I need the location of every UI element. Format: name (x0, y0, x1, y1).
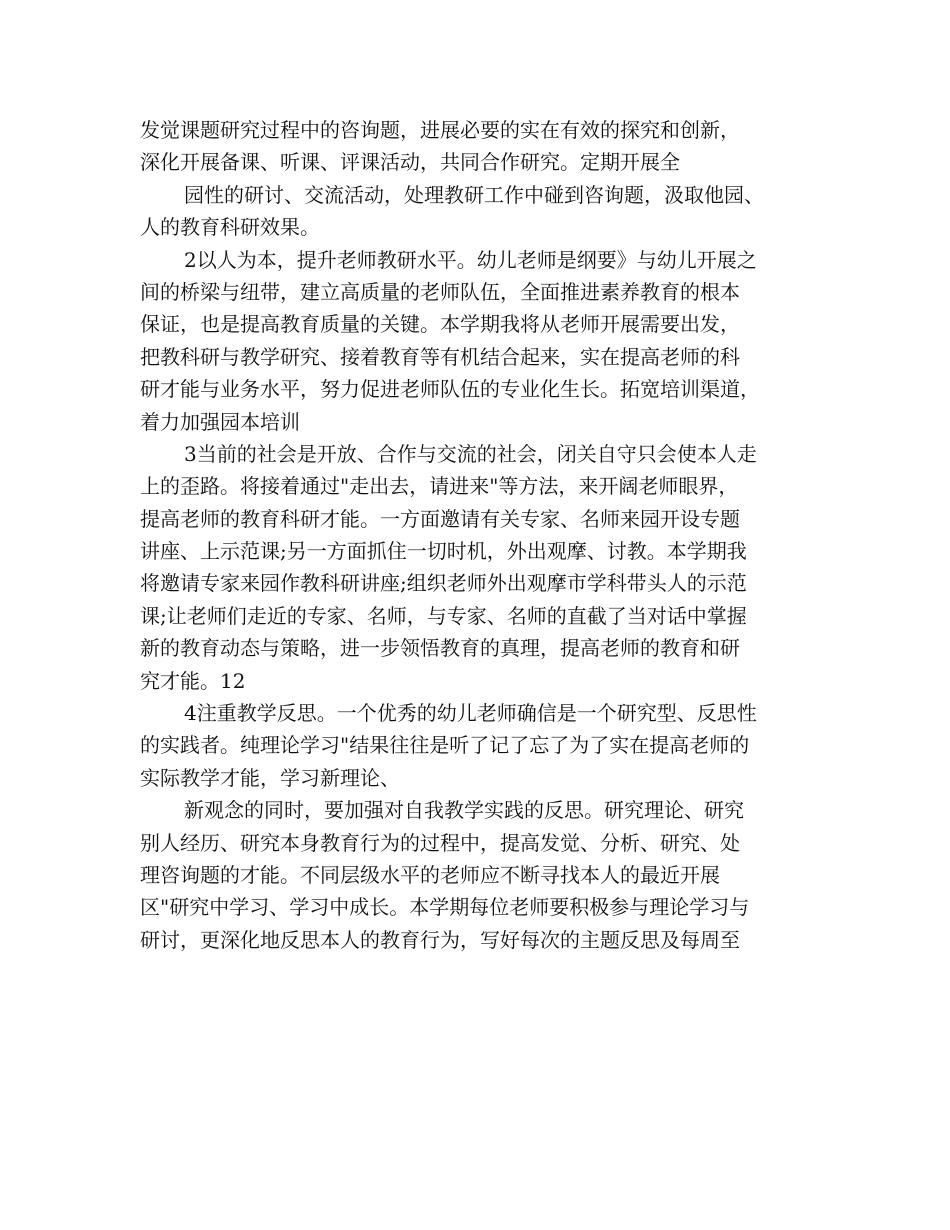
text-line: 3当前的社会是开放、合作与交流的社会，闭关自守只会使本人走 (184, 441, 757, 466)
text-line: 课;让老师们走近的专家、名师，与专家、名师的直截了当对话中掌握 (140, 603, 747, 628)
text-line: 保证，也是提高教育质量的关键。本学期我将从老师开展需要出发， (140, 312, 740, 337)
text-line: 深化开展备课、听课、评课活动，共同合作研究。定期开展全 (140, 150, 680, 175)
document-body (140, 114, 840, 956)
text-line: 2以人为本，提升老师教研水平。幼儿老师是纲要》与幼儿开展之 (184, 247, 757, 272)
text-line: 发觉课题研究过程中的咨询题，进展必要的实在有效的探究和创新， (140, 118, 740, 142)
text-line: 区"研究中学习、学习中成长。本学期每位老师要积极参与理论学习与 (140, 895, 750, 920)
text-line: 理咨询题的才能。不同层级水平的老师应不断寻找本人的最近开展 (140, 862, 720, 887)
text-line: 新的教育动态与策略，进一步领悟教育的真理，提高老师的教育和研 (140, 636, 740, 661)
text-line: 研讨，更深化地反思本人的教育行为，写好每次的主题反思及每周至 (140, 927, 740, 952)
text-line: 将邀请专家来园作教科研讲座;组织老师外出观摩市学科带头人的示范 (140, 571, 747, 596)
text-line: 究才能。12 (140, 668, 246, 693)
text-line: 的实践者。纯理论学习"结果往往是听了记了忘了为了实在提高老师的 (140, 733, 750, 758)
text-line: 间的桥梁与纽带，建立高质量的老师队伍，全面推进素养教育的根本 (140, 279, 740, 304)
text-line: 把教科研与教学研究、接着教育等有机结合起来，实在提高老师的科 (140, 344, 740, 369)
text-line: 讲座、上示范课;另一方面抓住一切时机，外出观摩、讨教。本学期我 (140, 539, 747, 564)
text-line: 研才能与业务水平，努力促进老师队伍的专业化生长。拓宽培训渠道， (140, 377, 760, 402)
text-line: 上的歪路。将接着通过"走出去，请进来"等方法，来开阔老师眼界， (140, 474, 739, 499)
text-line: 人的教育科研效果。 (140, 215, 320, 240)
text-line: 园性的研讨、交流活动，处理教研工作中碰到咨询题，汲取他园、 (184, 182, 764, 207)
text-line: 别人经历、研究本身教育行为的过程中，提高发觉、分析、研究、处 (140, 830, 740, 855)
text-line: 实际教学才能，学习新理论、 (140, 765, 400, 790)
text-line: 新观念的同时，要加强对自我教学实践的反思。研究理论、研究 (184, 798, 744, 823)
text-line: 4注重教学反思。一个优秀的幼儿老师确信是一个研究型、反思性 (184, 701, 757, 726)
text-line: 提高老师的教育科研才能。一方面邀请有关专家、名师来园开设专题 (140, 506, 740, 531)
text-line: 着力加强园本培训 (140, 409, 300, 434)
